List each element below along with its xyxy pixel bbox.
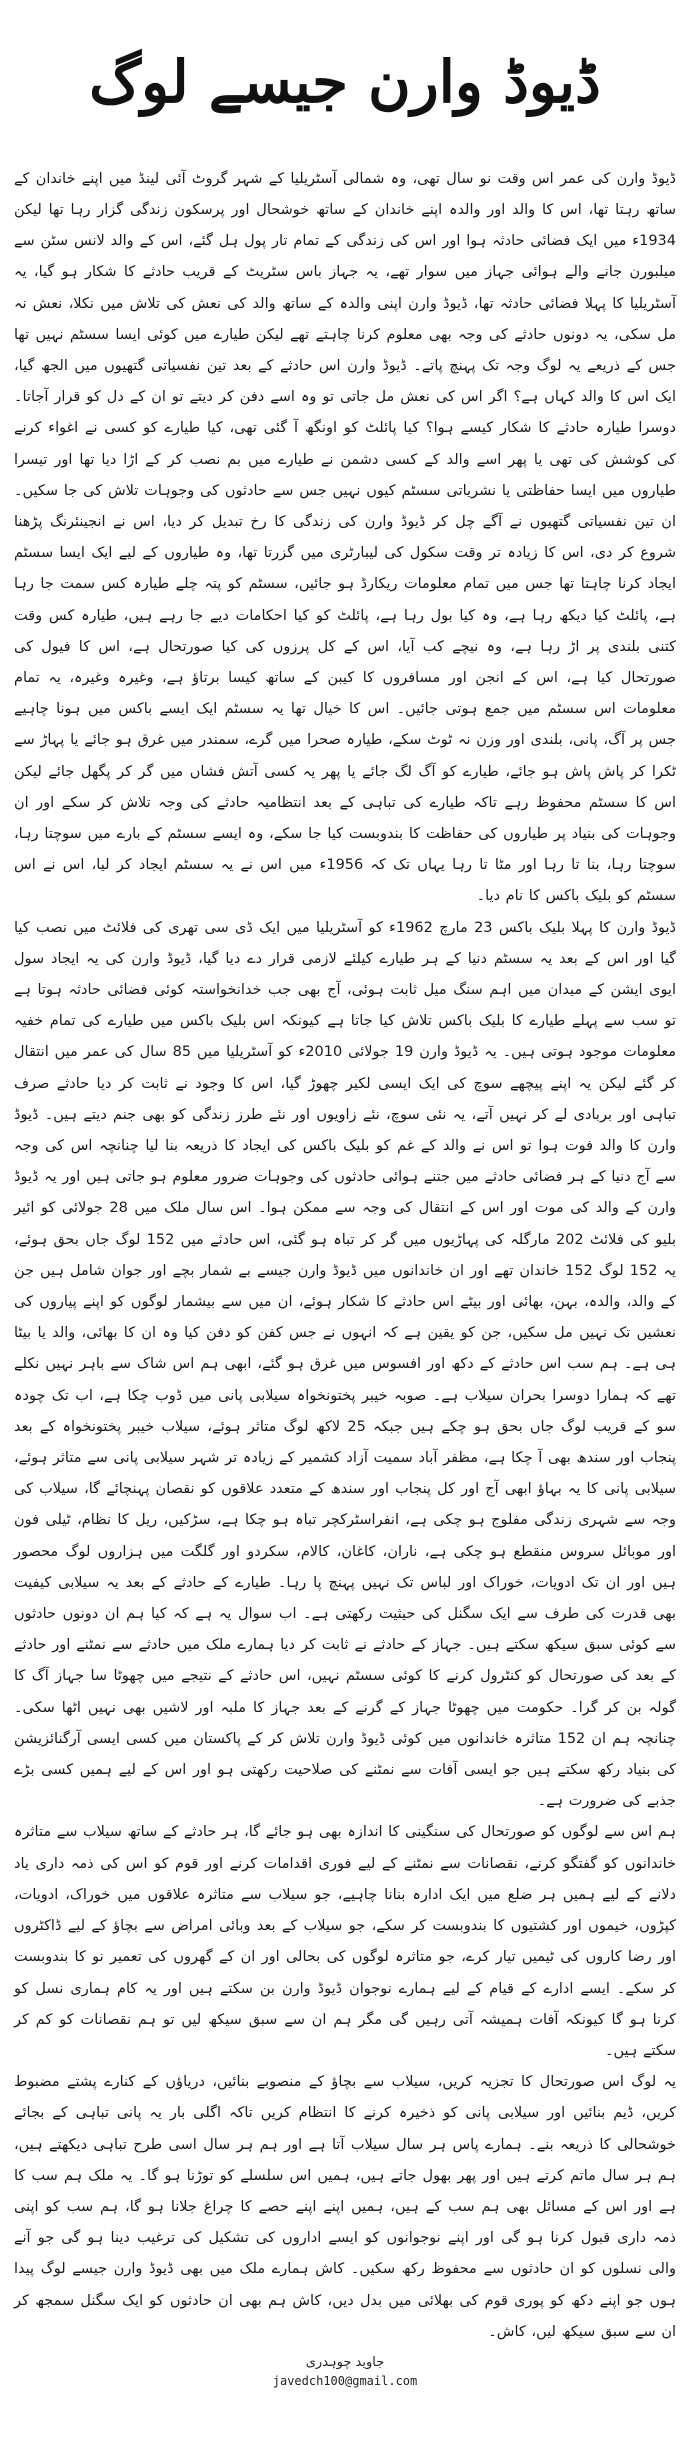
article-title: ڈیوڈ وارن جیسے لوگ	[89, 47, 601, 116]
newspaper-page	[0, 39, 690, 2451]
article-paragraph: ڈیوڈ وارن کا پہلا بلیک باکس 23 مارچ 1962ء کو آسٹریلیا میں ایک ڈی سی تھری کی فلائٹ میں نصب کیا گیا اور اس کے بعد یہ سسٹم دنیا کے ہر طیارے کیلئے لازمی قرار دے دیا گیا، ڈیوڈ وارن کی یہ ایجاد سول ایوی ایشن کے میدان میں اہم سنگ میل ثابت ہوئی، آج بھی جب خدانخواستہ کوئی فضائی حادثہ ہوتا ہے تو سب سے پہلے طیارے کا بلیک باکس تلاش کیا جاتا ہے کیونکہ اس بلیک باکس میں طیارے کی تمام خفیہ معلومات موجود ہوتی ہیں۔ یہ ڈیوڈ وارن 19 جولائی 2010ء کو آسٹریلیا میں 85 سال کی عمر میں انتقال کر گئے لیکن یہ اپنے پیچھے سوچ کی ایک ایسی لکیر چھوڑ گیا، اس کا وجود نے ثابت کر دیا حادثے صرف تباہی اور بربادی لے کر نہیں آتے، یہ نئی سوچ، نئے زاویوں اور نئے طرز زندگی کو بھی جنم دیتے ہیں۔ ڈیوڈ وارن کا والد فوت ہوا تو اس نے والد کے غم کو بلیک باکس کی ایجاد کا ذریعہ بنا لیا چنانچہ اس کی وجہ سے آج دنیا کے ہر فضائی حادثے میں جتنے ہوائی حادثوں کی وجوہات ضرور معلوم ہو جاتی ہیں اور یہ ڈیوڈ وارن کے والد کی موت اور اس کے انتقال کی وجہ سے ممکن ہوا۔ اس سال ملک میں 28 جولائی کو ائیر بلیو کی فلائٹ 202 مارگلہ کی پہاڑیوں میں گر کر تباہ ہو گئی، اس حادثے میں 152 لوگ جاں بحق ہوئے، یہ 152 لوگ 152 خاندان تھے اور ان خاندانوں میں ڈیوڈ وارن جیسے بے شمار بچے اور جوان شامل ہیں جن کے والد، والدہ، بہن، بھائی اور بیٹے اس حادثے کا شکار ہوئے، ان میں سے بیشمار لوگوں کو اپنے پیاروں کی نعشیں تک نہیں مل سکیں، جن کو یقین ہے کہ انہوں نے جس کفن کو دفن کیا وہ ان کا بھائی، والد یا بیٹا ہی ہے۔ ہم سب اس حادثے کے دکھ اور افسوس میں غرق ہو گئے، ابھی ہم اس شاک سے باہر نہیں نکلے تھے کہ ہمارا دوسرا بحران سیلاب ہے۔ صوبہ خیبر پختونخواہ سیلابی پانی میں ڈوب چکا ہے، اب تک چودہ سو کے قریب لوگ جاں بحق ہو چکے ہیں جبکہ 25 لاکھ لوگ متاثر ہوئے، سیلاب خیبر پختونخواہ کے بعد پنجاب اور سندھ بھی آ چکا ہے، مظفر آباد سمیت آزاد کشمیر کے زیادہ تر شہر سیلابی پانی سے متاثر ہوئے، سیلابی پانی کا یہ بہاؤ ابھی آج اور کل پنجاب اور سندھ کے متعدد علاقوں کو نقصان پہنچائے گا، سیلاب کی وجہ سے شہری زندگی مفلوج ہو چکی ہے، انفراسٹرکچر تباہ ہو چکا ہے، سڑکیں، ریل کا نظام، ٹیلی فون اور موبائل سروس منقطع ہو چکی ہے، ناران، کاغان، کالام، سکردو اور گلگت میں ہزاروں لوگ محصور ہیں اور ان تک ادویات، خوراک اور لباس تک نہیں پہنچ پا رہا۔ طیارے کے حادثے کے بعد یہ سیلابی کیفیت بھی قدرت کی طرف سے ایک سگنل کی حیثیت رکھتی ہے۔ اب سوال یہ ہے کہ کیا ہم ان دونوں حادثوں سے کوئی سبق سیکھ سکتے ہیں۔ جہاز کے حادثے نے ثابت کر دیا ہمارے ملک میں حادثے سے نمٹنے اور حادثے کے بعد کی صورتحال کو کنٹرول کرنے کا کوئی سسٹم نہیں، اس حادثے کے نتیجے میں چھوٹا سا جہاز آگ کا گولہ بن کر گرا۔ حکومت میں چھوٹا جہاز کے گرنے کے بعد جہاز کا ملبہ اور لاشیں بھی نہیں اٹھا سکی۔ چنانچہ ہم ان 152 متاثرہ خاندانوں میں کوئی ڈیوڈ وارن تلاش کر کے پاکستان میں کسی ایسی آرگنائزیشن کی بنیاد رکھ سکتے ہیں جو ایسی آفات سے نمٹنے کی صلاحیت رکھتی ہو اور اس کے لیے ہمیں کسی بڑے جذبے کی ضرورت ہے۔	[14, 919, 677, 1810]
author-signature	[14, 2354, 676, 2390]
article-paragraph: یہ لوگ اس صورتحال کا تجزیہ کریں، سیلاب سے بچاؤ کے منصوبے بنائیں، دریاؤں کے کنارے پشتے مضبوط کریں، ڈیم بنائیں اور سیلابی پانی کو ذخیرہ کرنے کا انتظام کریں تاکہ اگلی بار یہ پانی تباہی کے بجائے خوشحالی کا ذریعہ بنے۔ ہمارے پاس ہر سال سیلاب آتا ہے اور ہم ہر سال اسی طرح تباہی دیکھتے ہیں، ہم ہر سال ماتم کرتے ہیں اور پھر بھول جاتے ہیں، ہمیں اس سلسلے کو توڑنا ہو گا۔ یہ ملک ہم سب کا ہے اور اس کے مسائل بھی ہم سب کے ہیں، ہمیں اپنے اپنے حصے کا چراغ جلانا ہو گا، ہم سب کو اپنی ذمہ داری قبول کرنا ہو گی اور اپنے نوجوانوں کو ایسے اداروں کی تشکیل کی ترغیب دینا ہو گی جو آنے والی نسلوں کو ان حادثوں سے محفوظ رکھ سکیں۔ کاش ہمارے ملک میں بھی ڈیوڈ وارن جیسے لوگ پیدا ہوں جو اپنے دکھ کو پوری قوم کی بھلائی میں بدل دیں، کاش ہم بھی ان حادثوں کو ایک سگنل سمجھ کر ان سے سبق سیکھ لیں، کاش۔	[14, 2074, 676, 2340]
article-paragraph: ڈیوڈ وارن کی عمر اس وقت نو سال تھی، وہ شمالی آسٹریلیا کے شہر گروٹ آئی لینڈ میں اپنے خاندان کے ساتھ رہتا تھا، اس کا والد اور والدہ اپنے خاندان کے ساتھ خوشحال اور پرسکون زندگی گزار رہا تھا لیکن 1934ء میں ایک فضائی حادثہ ہوا اور اس کی زندگی کے تمام تار پول ہل گئے، اس کے والد لانس سٹن سے میلبورن جانے والے ہوائی جہاز میں سوار تھے، یہ جہاز باس سٹریٹ کے قریب حادثے کا شکار ہو گیا، یہ آسٹریلیا کا پہلا فضائی حادثہ تھا، ڈیوڈ وارن اپنی والدہ کے ساتھ والد کی نعش کی تلاش میں نکلا، نعش نہ مل سکی، یہ دونوں حادثے کی وجہ بھی معلوم کرنا چاہتے تھے لیکن طیارے میں کوئی ایسا سسٹم نہیں تھا جس کے ذریعے یہ لوگ وجہ تک پہنچ پاتے۔ ڈیوڈ وارن اس حادثے کے بعد تین نفسیاتی گتھیوں میں الجھ گیا، ایک اس کا والد کہاں ہے؟ اگر اس کی نعش مل جاتی تو وہ اسے دفن کر دیتے تو ان کے دل کو قرار آجاتا۔ دوسرا طیارہ حادثے کا شکار کیسے ہوا؟ کیا پائلٹ کو اونگھ آ گئی تھی، کیا طیارے کو کسی نے اغواء کرنے کی کوشش کی تھی یا پھر اسے والد کے کسی دشمن نے طیارے میں بم نصب کر کے اڑا دیا تھا اور تیسرا طیاروں میں ایسا حفاظتی یا نشریاتی سسٹم کیوں نہیں جس سے حادثوں کی وجوہات تلاش کی جا سکیں۔ ان تین نفسیاتی گتھیوں نے آگے چل کر ڈیوڈ وارن کی زندگی کا رخ تبدیل کر دیا، اس نے انجینئرنگ پڑھنا شروع کر دی، اس کا زیادہ تر وقت سکول کی لیبارٹری میں گزرتا تھا، وہ طیاروں کے لیے ایک ایسا سسٹم ایجاد کرنا چاہتا تھا جس میں تمام معلومات ریکارڈ ہو جائیں، سسٹم کو پتہ چلے طیارہ کس سمت جا رہا ہے، پائلٹ کیا دیکھ رہا ہے، وہ کیا بول رہا ہے، پائلٹ کو کیا احکامات دیے جا رہے ہیں، طیارہ کس وقت کتنی بلندی پر اڑ رہا ہے، وہ نیچے کب آیا، اس کے کل پرزوں کی کیا صورتحال ہے، اس کا فیول کی صورتحال کیا ہے، اس کے انجن اور مسافروں کا کیبن کے ساتھ کیسا برتاؤ ہے، وغیرہ وغیرہ، یہ تمام معلومات اس سسٹم میں جمع ہوتی جائیں۔ اس کا خیال تھا یہ سسٹم ایک ایسے باکس میں ہونا چاہیے جس پر آگ، پانی، بلندی اور وزن نہ ٹوٹ سکے، طیارہ صحرا میں گرے، سمندر میں غرق ہو جائے یا پہاڑ سے ٹکرا کر پاش پاش ہو جائے، طیارے کو آگ لگ جائے یا پھر یہ کسی آتش فشاں میں گر کر پگھل جائے لیکن اس کا سسٹم محفوظ رہے تاکہ طیارے کی تباہی کے بعد انتظامیہ حادثے کی وجہ تلاش کر سکے اور ان وجوہات کی بنیاد پر طیاروں کی حفاظت کا بندوبست کیا جا سکے، وہ ایسے سسٹم کے بارے میں سوچتا رہا، سوچتا رہا، بنا تا رہا اور مٹا تا رہا یہاں تک کہ 1956ء میں اس نے یہ سسٹم ایجاد کر لیا، اس نے اس سسٹم کو بلیک باکس کا نام دیا۔	[14, 170, 676, 905]
author-email: javedch100@gmail.com	[272, 2373, 418, 2388]
author-name: جاوید چوہدری	[305, 2354, 385, 2370]
article-paragraph: ہم اس سے لوگوں کو صورتحال کی سنگینی کا اندازہ بھی ہو جائے گا، ہر حادثے کے ساتھ سیلاب سے متاثرہ خاندانوں کو گفتگو کرنے، نقصانات سے نمٹنے کے لیے فوری اقدامات کرنے اور قوم کو اس کی ذمہ داری یاد دلانے کے لیے ہمیں ہر ضلع میں ایک ادارہ بنانا چاہیے، جو سیلاب سے متاثرہ علاقوں میں خوراک، ادویات، کپڑوں، خیموں اور کشتیوں کا بندوبست کر سکے، جو سیلاب کے بعد وبائی امراض سے بچاؤ کے لیے ڈاکٹروں اور رضا کاروں کی ٹیمیں تیار کرے، جو متاثرہ لوگوں کی بحالی اور ان کے گھروں کی تعمیر نو کا بندوبست کر سکے۔ ایسے ادارے کے قیام کے لیے ہمارے نوجوان ڈیوڈ وارن بن سکتے ہیں اور یہ کام ہماری نسل کو کرنا ہو گا کیونکہ آفات ہمیشہ آتی رہیں گی مگر ہم ان سے سبق سیکھ لیں تو ہم نقصانات کو کم کر سکتے ہیں۔	[14, 1824, 676, 2059]
article-body	[14, 164, 676, 2348]
